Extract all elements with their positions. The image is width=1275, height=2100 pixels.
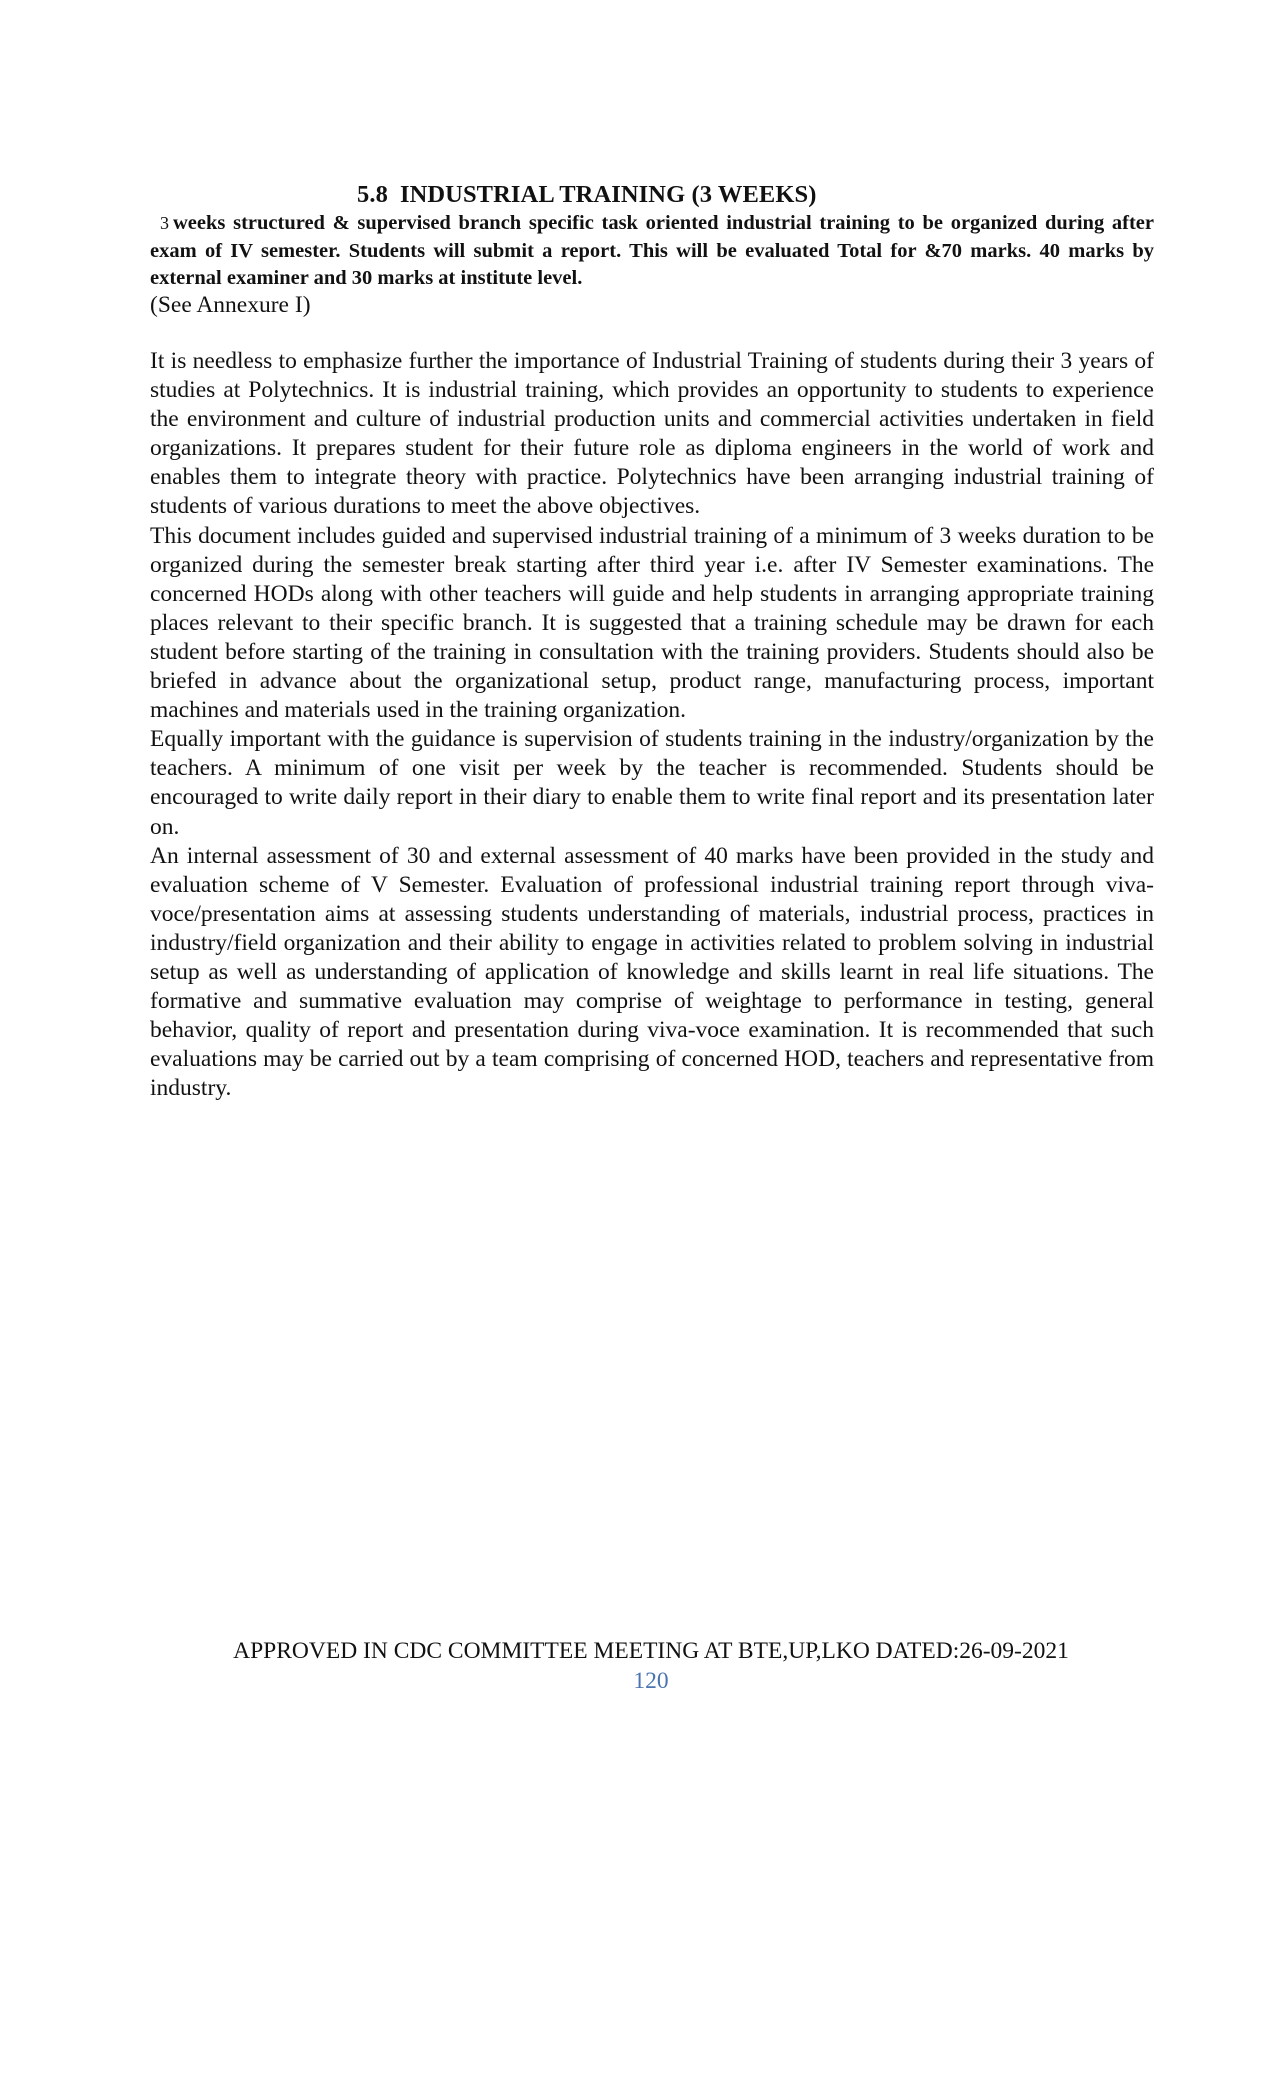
intro-lead-number: 3 xyxy=(160,213,169,233)
section-number: 5.8 xyxy=(357,181,388,208)
body-paragraph: Equally important with the guidance is supervision of students training in the industry/organization by the teachers. A minimum of one visit per week by the teacher is recommended. Students should be encouraged to write daily report in their diary to enable them to write final report and its presentation later on. xyxy=(150,726,1154,840)
body-text xyxy=(150,347,1154,1103)
intro-paragraph xyxy=(150,210,1154,293)
body-paragraph: This document includes guided and supervised industrial training of a minimum of 3 weeks duration to be organized during the semester break starting after third year i.e. after IV Semester examinations. The concerned HODs along with other teachers will guide and help students in arranging appropriate training places relevant to their specific branch. It is suggested that a training schedule may be drawn for each student before starting of the training in consultation with the training providers. Students should also be briefed in advance about the organizational setup, product range, manufacturing process, important machines and materials used in the training organization. xyxy=(150,522,1154,724)
intro-bold-text: weeks structured & supervised branch specific task oriented industrial training to be organized during after exam of IV semester. Students will submit a report. This will be evaluated Total for &70 marks. 40 marks by external examiner and 30 marks at institute level. xyxy=(150,212,1154,289)
annexure-note: (See Annexure I) xyxy=(150,292,311,318)
body-paragraph: It is needless to emphasize further the importance of Industrial Training of students during their 3 years of studies at Polytechnics. It is industrial training, which provides an opportunity to students to experience the environment and culture of industrial production units and commercial activities undertaken in field organizations. It prepares student for their future role as diploma engineers in the world of work and enables them to integrate theory with practice. Polytechnics have been arranging industrial training of students of various durations to meet the above objectives. xyxy=(150,348,1154,520)
section-title: INDUSTRIAL TRAINING (3 WEEKS) xyxy=(399,181,817,208)
approval-footer: APPROVED IN CDC COMMITTEE MEETING AT BTE,UP,LKO DATED:26-09-2021 xyxy=(233,1638,1069,1664)
page-number: 120 xyxy=(633,1668,669,1694)
section-heading xyxy=(357,181,817,209)
body-paragraph: An internal assessment of 30 and external assessment of 40 marks have been provided in the study and evaluation scheme of V Semester. Evaluation of professional industrial training report through viva-voce/presentation aims at assessing students understanding of materials, industrial process, practices in industry/field organization and their ability to engage in activities related to problem solving in industrial setup as well as understanding of application of knowledge and skills learnt in real life situations. The formative and summative evaluation may comprise of weightage to performance in testing, general behavior, quality of report and presentation during viva-voce examination. It is recommended that such evaluations may be carried out by a team comprising of concerned HOD, teachers and representative from industry. xyxy=(150,842,1154,1102)
